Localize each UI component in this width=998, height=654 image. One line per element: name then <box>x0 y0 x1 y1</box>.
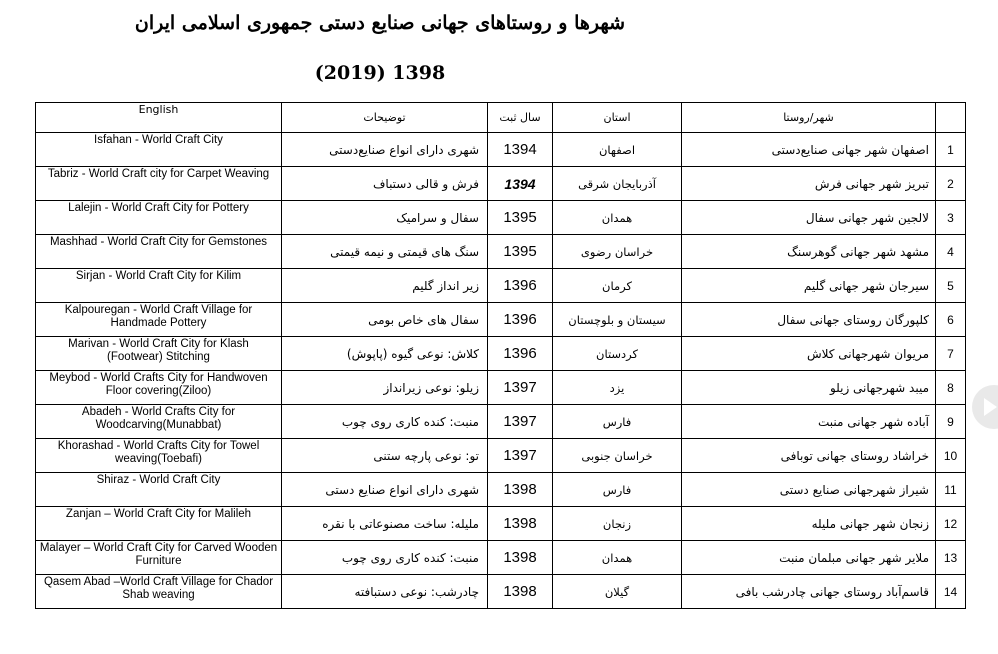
year-cell: 1396 <box>488 303 553 337</box>
year-cell: 1394 <box>488 167 553 201</box>
year-cell: 1394 <box>488 133 553 167</box>
year-cell: 1396 <box>488 337 553 371</box>
description-cell: منبت: کنده کاری روی چوب <box>282 405 488 439</box>
description-cell: زیر انداز گلیم <box>282 269 488 303</box>
year-cell: 1396 <box>488 269 553 303</box>
page-subtitle: 1398 (2019) <box>314 62 446 84</box>
number-cell: 5 <box>936 269 966 303</box>
table-row <box>36 405 966 439</box>
year-cell: 1398 <box>488 575 553 609</box>
number-cell: 11 <box>936 473 966 507</box>
table-row <box>36 303 966 337</box>
year-cell: 1398 <box>488 541 553 575</box>
city-cell: شیراز شهرجهانی صنایع دستی <box>682 473 936 507</box>
english-cell: Zanjan – World Craft City for Malileh <box>36 507 282 541</box>
province-cell: کرمان <box>553 269 682 303</box>
description-cell: سنگ های قیمتی و نیمه قیمتی <box>282 235 488 269</box>
province-cell: همدان <box>553 201 682 235</box>
header-year: سال ثبت <box>488 103 553 133</box>
number-cell: 3 <box>936 201 966 235</box>
city-cell: میبد شهرجهانی زیلو <box>682 371 936 405</box>
province-cell: فارس <box>553 473 682 507</box>
number-cell: 14 <box>936 575 966 609</box>
year-cell: 1398 <box>488 507 553 541</box>
year-cell: 1395 <box>488 201 553 235</box>
number-cell: 13 <box>936 541 966 575</box>
city-cell: آباده شهر جهانی منبت <box>682 405 936 439</box>
description-cell: فرش و قالی دستباف <box>282 167 488 201</box>
english-cell: Mashhad - World Craft City for Gemstones <box>36 235 282 269</box>
city-cell: خراشاد روستای جهانی توبافی <box>682 439 936 473</box>
crafts-table <box>35 102 966 609</box>
english-cell: Marivan - World Craft City for Klash (Footwear) Stitching <box>36 337 282 371</box>
english-cell: Kalpouregan - World Craft Village for Handmade Pottery <box>36 303 282 337</box>
english-cell: Tabriz - World Craft city for Carpet Weaving <box>36 167 282 201</box>
english-cell: Lalejin - World Craft City for Pottery <box>36 201 282 235</box>
description-cell: شهری دارای انواع صنایع‌دستی <box>282 133 488 167</box>
header-number <box>936 103 966 133</box>
table-row <box>36 167 966 201</box>
city-cell: تبریز شهر جهانی فرش <box>682 167 936 201</box>
english-cell: Khorashad - World Crafts City for Towel weaving(Toebafi) <box>36 439 282 473</box>
number-cell: 10 <box>936 439 966 473</box>
description-cell: ملیله: ساخت مصنوعاتی با نقره <box>282 507 488 541</box>
english-cell: Malayer – World Craft City for Carved Wooden Furniture <box>36 541 282 575</box>
table-row <box>36 337 966 371</box>
table-row <box>36 371 966 405</box>
english-cell: Sirjan - World Craft City for Kilim <box>36 269 282 303</box>
number-cell: 4 <box>936 235 966 269</box>
table-row <box>36 575 966 609</box>
city-cell: لالجین شهر جهانی سفال <box>682 201 936 235</box>
table-row <box>36 473 966 507</box>
header-province: استان <box>553 103 682 133</box>
city-cell: سیرجان شهر جهانی گلیم <box>682 269 936 303</box>
description-cell: تو: نوعی پارچه ستنی <box>282 439 488 473</box>
table-row <box>36 269 966 303</box>
table-row <box>36 507 966 541</box>
year-cell: 1397 <box>488 439 553 473</box>
province-cell: آذربایجان شرقی <box>553 167 682 201</box>
table-row <box>36 133 966 167</box>
description-cell: شهری دارای انواع صنایع دستی <box>282 473 488 507</box>
city-cell: قاسم‌آباد روستای جهانی چادرشب بافی <box>682 575 936 609</box>
number-cell: 8 <box>936 371 966 405</box>
number-cell: 7 <box>936 337 966 371</box>
city-cell: ملایر شهر جهانی مبلمان منبت <box>682 541 936 575</box>
table-row <box>36 201 966 235</box>
description-cell: کلاش: نوعی گیوه (پاپوش) <box>282 337 488 371</box>
description-cell: زیلو: نوعی زیرانداز <box>282 371 488 405</box>
page-title: شهرها و روستاهای جهانی صنایع دستی جمهوری اسلامی ایران <box>134 12 626 34</box>
english-cell: Qasem Abad –World Craft Village for Chador Shab weaving <box>36 575 282 609</box>
province-cell: کردستان <box>553 337 682 371</box>
description-cell: منبت: کنده کاری روی چوب <box>282 541 488 575</box>
city-cell: مشهد شهر جهانی گوهرسنگ <box>682 235 936 269</box>
province-cell: فارس <box>553 405 682 439</box>
city-cell: کلپورگان روستای جهانی سفال <box>682 303 936 337</box>
province-cell: سیستان و بلوچستان <box>553 303 682 337</box>
play-icon[interactable] <box>972 385 998 429</box>
english-cell: Isfahan - World Craft City <box>36 133 282 167</box>
province-cell: زنجان <box>553 507 682 541</box>
header-english: English <box>36 103 282 133</box>
table-row <box>36 439 966 473</box>
description-cell: سفال و سرامیک <box>282 201 488 235</box>
city-cell: مریوان شهرجهانی کلاش <box>682 337 936 371</box>
province-cell: خراسان رضوی <box>553 235 682 269</box>
city-cell: زنجان شهر جهانی ملیله <box>682 507 936 541</box>
english-cell: Meybod - World Crafts City for Handwoven Floor covering(Ziloo) <box>36 371 282 405</box>
year-cell: 1398 <box>488 473 553 507</box>
header-row <box>36 103 966 133</box>
province-cell: یزد <box>553 371 682 405</box>
province-cell: اصفهان <box>553 133 682 167</box>
city-cell: اصفهان شهر جهانی صنایع‌دستی <box>682 133 936 167</box>
year-cell: 1397 <box>488 405 553 439</box>
table-row <box>36 235 966 269</box>
table-row <box>36 541 966 575</box>
header-city: شهر/روستا <box>682 103 936 133</box>
number-cell: 9 <box>936 405 966 439</box>
year-cell: 1395 <box>488 235 553 269</box>
year-cell: 1397 <box>488 371 553 405</box>
number-cell: 2 <box>936 167 966 201</box>
description-cell: چادرشب: نوعی دستبافته <box>282 575 488 609</box>
province-cell: همدان <box>553 541 682 575</box>
header-description: توضیحات <box>282 103 488 133</box>
english-cell: Shiraz - World Craft City <box>36 473 282 507</box>
number-cell: 6 <box>936 303 966 337</box>
number-cell: 1 <box>936 133 966 167</box>
number-cell: 12 <box>936 507 966 541</box>
province-cell: خراسان جنوبی <box>553 439 682 473</box>
english-cell: Abadeh - World Crafts City for Woodcarving(Munabbat) <box>36 405 282 439</box>
province-cell: گیلان <box>553 575 682 609</box>
description-cell: سفال های خاص بومی <box>282 303 488 337</box>
